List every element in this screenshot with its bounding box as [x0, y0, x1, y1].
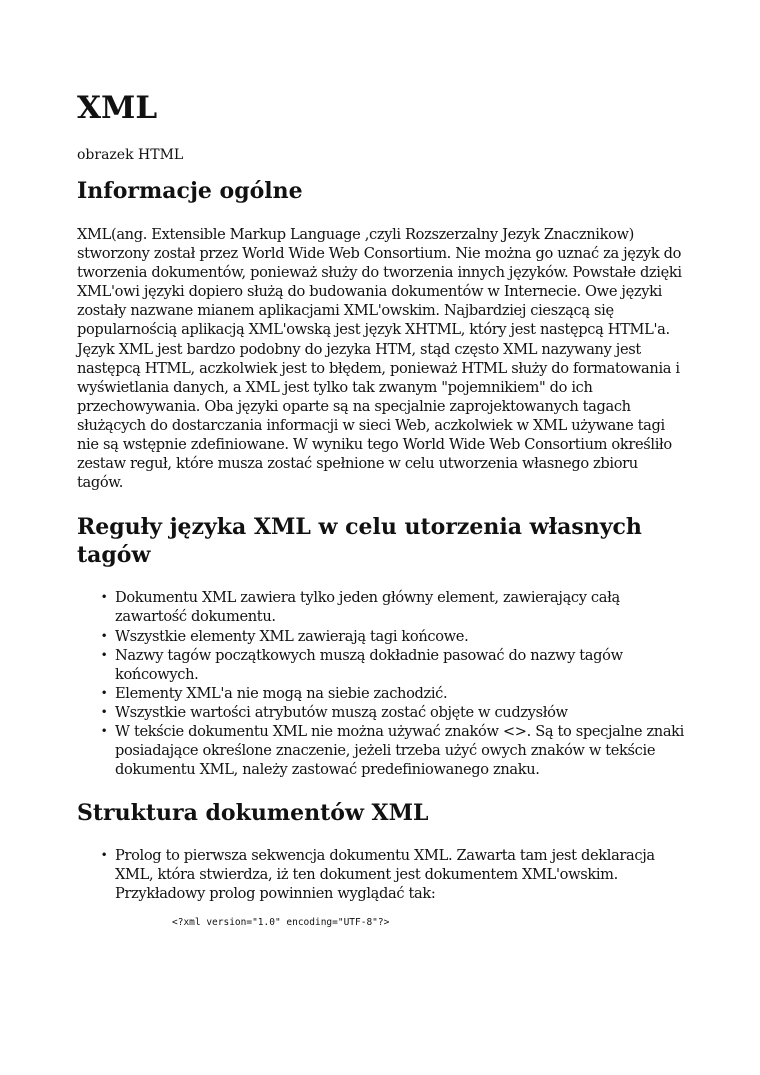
- bullet-icon: •: [100, 704, 108, 719]
- section-heading-general: Informacje ogólne: [77, 178, 303, 204]
- section-heading-structure: Struktura dokumentów XML: [77, 800, 429, 827]
- list-item: [100, 684, 684, 703]
- list-item: [100, 703, 684, 722]
- bullet-icon: •: [100, 628, 108, 643]
- bullet-icon: •: [100, 723, 108, 738]
- list-item: [100, 588, 684, 626]
- list-item: [100, 646, 684, 684]
- list-item: [100, 627, 684, 646]
- section-heading-rules: Reguły języka XML w celu utorzenia własnych tagów: [77, 514, 642, 569]
- bullet-icon: •: [100, 848, 108, 863]
- list-item-text: W tekście dokumentu XML nie można używać znaków <>. Są to specjalne znaki posiadające określone znaczenie, jeżeli trzeba użyć owych znaków w tekście dokumentu XML, należy zastować predefiniowanego znaku.: [115, 722, 684, 779]
- page-title: XML: [77, 90, 158, 126]
- image-caption: obrazek HTML: [77, 147, 184, 163]
- list-item: [100, 846, 684, 903]
- list-item-text: Dokumentu XML zawiera tylko jeden główny element, zawierający całą zawartość dokumentu.: [115, 589, 620, 626]
- structure-list: [77, 846, 684, 903]
- rules-list: [77, 588, 684, 779]
- list-item-text: Elementy XML'a nie mogą na siebie zachodzić.: [115, 684, 448, 702]
- list-item-text: Prolog to pierwsza sekwencja dokumentu XML. Zawarta tam jest deklaracja XML, która stwierdza, iż ten dokument jest dokumentem XML'owskim. Przykładowy prolog powinnien wyglądać tak:: [115, 847, 655, 903]
- list-item-text: Wszystkie wartości atrybutów muszą zostać objęte w cudzysłów: [115, 703, 568, 721]
- general-paragraph: XML(ang. Extensible Markup Language ,czyli Rozszerzalny Jezyk Znacznikow) stworzony został przez World Wide Web Consortium. Nie można go uznać za język do tworzenia dokumentów, ponieważ służy do tworzenia innych języków. Powstałe dzięki XML'owi języki dopiero służą do budowania dokumentów w Internecie. Owe języki zostały nazwane mianem aplikacjami XML'owskim. Najbardziej cieszącą się popularnością aplikacją XML'owską jest język XHTML, który jest następcą HTML'a. Język XML jest bardzo podobny do jezyka HTM, stąd często XML nazywany jest następcą HTML, aczkolwiek jest to błędem, ponieważ HTML służy do formatowania i wyświetlania danych, a XML jest tylko tak zwanym "pojemnikiem" do ich przechowywania. Oba języki oparte są na specjalnie zaprojektowanych tagach służących do dostarczania informacji w sieci Web, aczkolwiek w XML używane tagi nie są wstępnie zdefiniowane. W wyniku tego World Wide Web Consortium określiło zestaw reguł, które musza zostać spełnione w celu utworzenia własnego zbioru tagów.: [77, 226, 682, 492]
- bullet-icon: •: [100, 685, 108, 700]
- bullet-icon: •: [100, 590, 108, 605]
- code-sample: <?xml version="1.0" encoding="UTF-8"?>: [172, 916, 390, 928]
- bullet-icon: •: [100, 647, 108, 662]
- list-item-text: Wszystkie elementy XML zawierają tagi końcowe.: [115, 627, 469, 645]
- list-item: [100, 722, 684, 779]
- list-item-text: Nazwy tagów początkowych muszą dokładnie pasować do nazwy tagów końcowych.: [115, 646, 623, 683]
